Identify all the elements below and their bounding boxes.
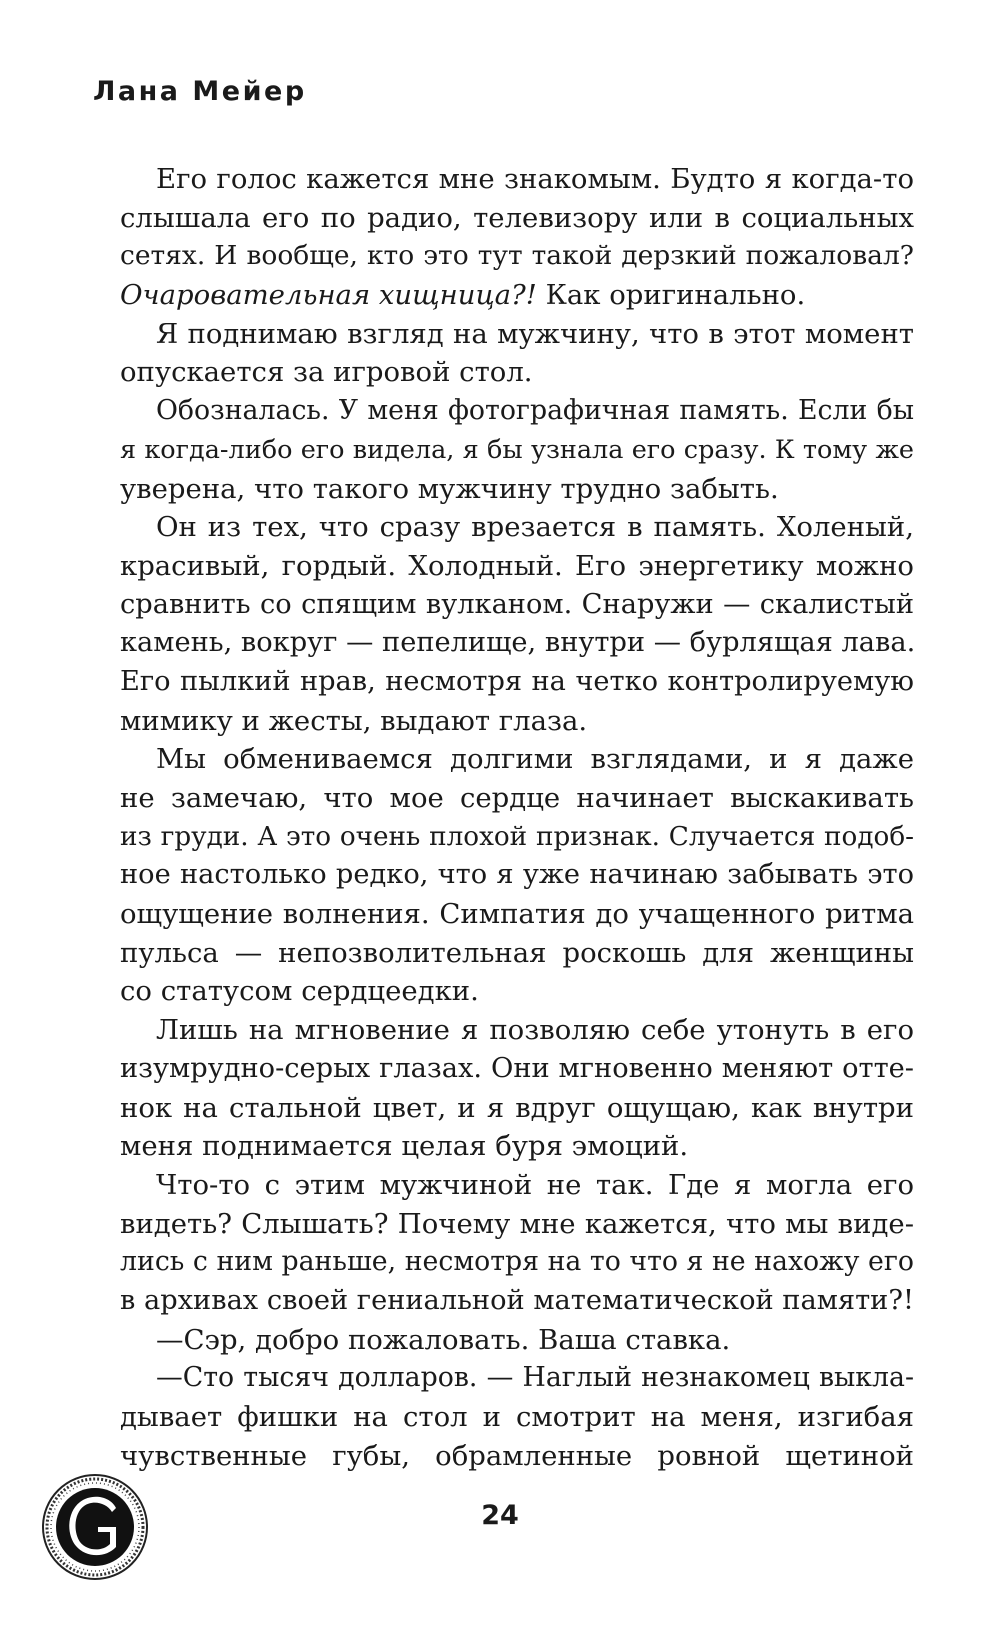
text-line: Обозналась. У меня фотографичная память. Если бы bbox=[156, 395, 914, 427]
text-line: со статусом сердцеедки. bbox=[120, 975, 479, 1008]
text-line: лись с ним раньше, несмотря на то что я не нахожу его bbox=[120, 1246, 914, 1278]
text-line: красивый, гордый. Холодный. Его энергетику можно bbox=[120, 549, 914, 582]
text-line: из груди. А это очень плохой признак. Случается подоб- bbox=[120, 821, 914, 852]
page-number: 24 bbox=[481, 1500, 519, 1531]
text-line: —Сто тысяч долларов. — Наглый незнакомец выкла- bbox=[156, 1362, 914, 1394]
text-line: в архивах своей гениальной математической памяти?! bbox=[120, 1284, 914, 1316]
text-line: —Сэр, добро пожаловать. Ваша ставка. bbox=[156, 1323, 731, 1356]
text-line: я когда-либо его видела, я бы узнала его сразу. К тому же bbox=[120, 434, 914, 465]
italic-phrase: Очаровательная хищница?! bbox=[120, 279, 537, 312]
text-line: не замечаю, что мое сердце начинает выскакивать bbox=[120, 782, 914, 814]
text-line: чувственные губы, обрамленные ровной щетиной bbox=[120, 1439, 914, 1472]
text-line: Мы обмениваемся долгими взглядами, и я даже bbox=[156, 743, 914, 776]
text-line: Его пылкий нрав, несмотря на четко контролируемую bbox=[120, 665, 914, 697]
text-line: изумрудно-серых глазах. Они мгновенно меняют отте- bbox=[120, 1052, 914, 1084]
text-line: меня поднимается целая буря эмоций. bbox=[120, 1130, 689, 1163]
text-line: Что-то с этим мужчиной не так. Где я могла его bbox=[156, 1168, 914, 1201]
text-line: пульса — непозволительная роскошь для женщины bbox=[120, 936, 914, 969]
text-line: слышала его по радио, телевизору или в социальных bbox=[120, 201, 914, 234]
text-line bbox=[120, 276, 914, 315]
text-line: дывает фишки на стол и смотрит на меня, изгибая bbox=[120, 1401, 914, 1433]
text-fragment: Как оригинально. bbox=[536, 279, 806, 312]
text-line: уверена, что такого мужчину трудно забыть. bbox=[120, 472, 779, 505]
text-line: камень, вокруг — пепелище, внутри — бурлящая лава. bbox=[120, 627, 916, 659]
body-text bbox=[120, 160, 914, 1475]
text-line: нок на стальной цвет, и я вдруг ощущаю, как внутри bbox=[120, 1091, 914, 1124]
text-line: Лишь на мгновение я позволяю себе утонуть в его bbox=[156, 1014, 914, 1047]
text-line: ное настолько редко, что я уже начинаю забывать это bbox=[120, 859, 914, 891]
text-line: сравнить со спящим вулканом. Снаружи — скалистый bbox=[120, 588, 914, 620]
text-line: мимику и жесты, выдают глаза. bbox=[120, 704, 588, 737]
text-line: Его голос кажется мне знакомым. Будто я когда-то bbox=[156, 163, 914, 195]
text-line: сетях. И вообще, кто это тут такой дерзкий пожаловал? bbox=[120, 240, 914, 272]
text-line: видеть? Слышать? Почему мне кажется, что мы виде- bbox=[120, 1207, 914, 1240]
running-header-author: Лана Мейер bbox=[93, 76, 307, 107]
text-line: опускается за игровой стол. bbox=[120, 356, 533, 389]
text-line: Я поднимаю взгляд на мужчину, что в этот момент bbox=[156, 317, 914, 350]
text-line: Он из тех, что сразу врезается в память. Холеный, bbox=[156, 511, 914, 544]
text-line: ощущение волнения. Симпатия до учащенного ритма bbox=[120, 898, 914, 931]
